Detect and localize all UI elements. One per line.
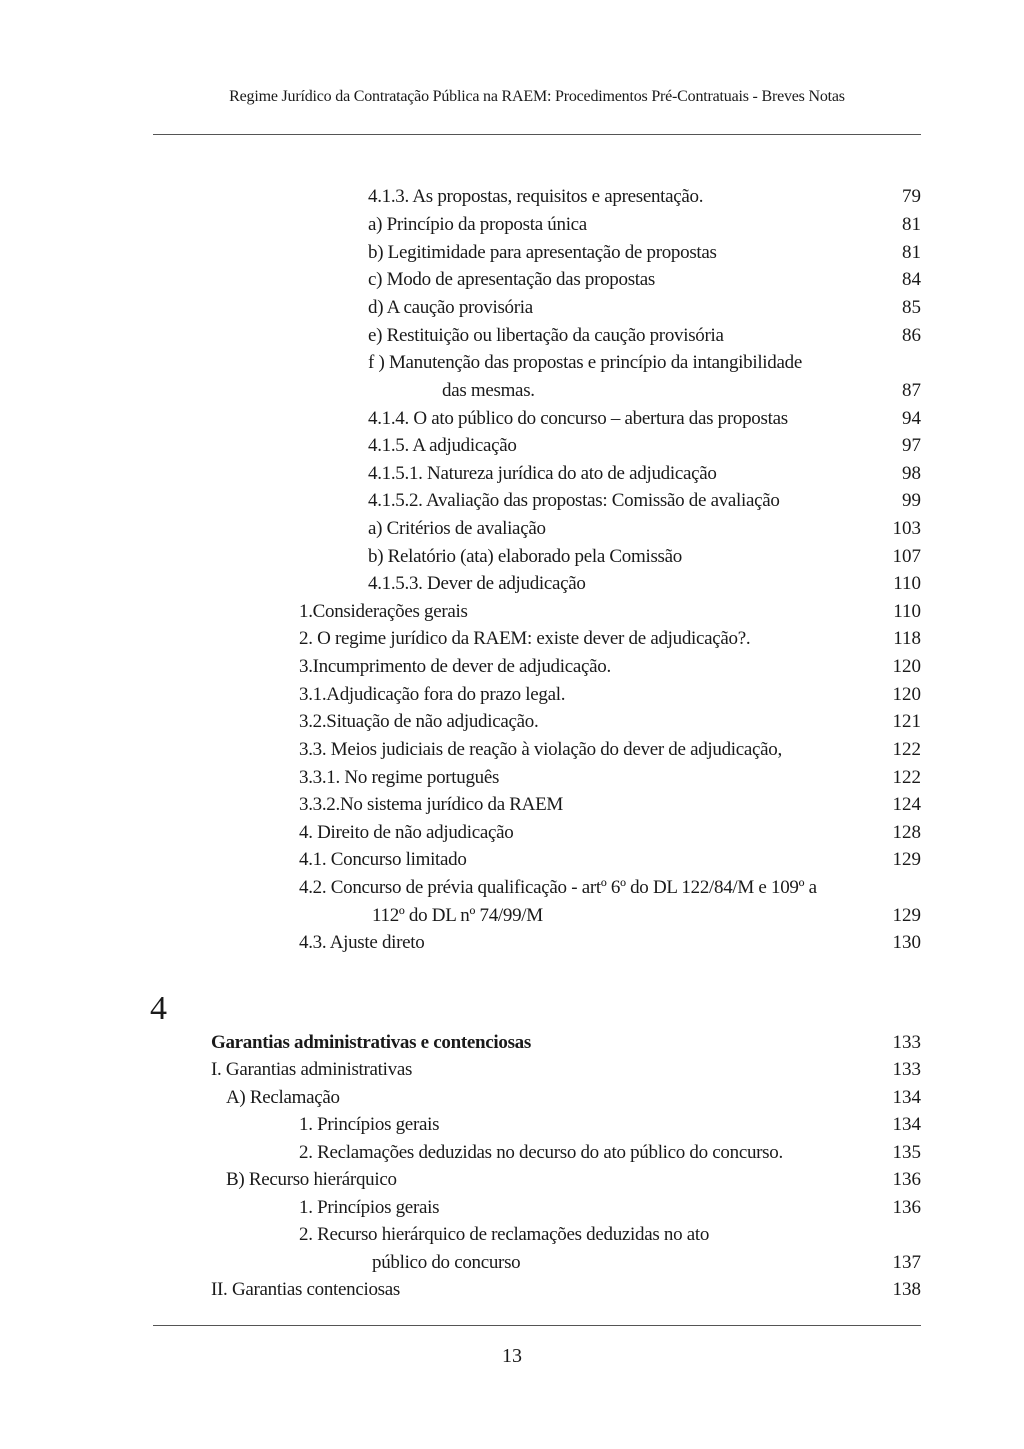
footer-rule (153, 1325, 921, 1326)
page-number-footer: 13 (502, 1345, 522, 1367)
running-header: Regime Jurídico da Contratação Pública na RAEM: Procedimentos Pré-Contratuais - Breves Notas (229, 88, 845, 105)
toc-page-number: 136 (892, 1197, 921, 1218)
toc-page-number: 120 (892, 684, 921, 705)
header-rule (153, 134, 921, 135)
toc-page-number: 103 (892, 518, 921, 539)
toc-page-number: 122 (892, 739, 921, 760)
toc-page-number: 136 (892, 1169, 921, 1190)
toc-page-number: 94 (902, 408, 921, 429)
toc-page-number: 118 (893, 628, 921, 649)
toc-page-number: 134 (892, 1114, 921, 1135)
toc-page-number: 98 (902, 463, 921, 484)
toc-page-number: 86 (902, 325, 921, 346)
toc-page-number: 99 (902, 490, 921, 511)
toc-page-number: 81 (902, 242, 921, 263)
toc-page-number: 84 (902, 269, 921, 290)
toc-page-number: 133 (892, 1032, 921, 1053)
toc-page-number: 110 (893, 601, 921, 622)
toc-page-number: 122 (892, 767, 921, 788)
toc-page-number: 107 (892, 546, 921, 567)
toc-page-number: 85 (902, 297, 921, 318)
toc-page-number: 124 (892, 794, 921, 815)
toc-page-number: 133 (892, 1059, 921, 1080)
toc-page-number: 97 (902, 435, 921, 456)
toc-page-number: 128 (892, 822, 921, 843)
toc-page-number: 120 (892, 656, 921, 677)
toc-page-number: 129 (892, 849, 921, 870)
toc-page-number: 121 (892, 711, 921, 732)
chapter-number: 4 (150, 990, 167, 1027)
toc-page-number: 110 (893, 573, 921, 594)
toc-page-number: 130 (892, 932, 921, 953)
toc-page-number: 87 (902, 380, 921, 401)
toc-page-number: 81 (902, 214, 921, 235)
toc-page-number: 137 (892, 1252, 921, 1273)
toc-page-number: 138 (892, 1279, 921, 1300)
toc-page-number: 134 (892, 1087, 921, 1108)
toc-page-number: 79 (902, 186, 921, 207)
toc-page-number: 135 (892, 1142, 921, 1163)
toc-page-number: 129 (892, 905, 921, 926)
